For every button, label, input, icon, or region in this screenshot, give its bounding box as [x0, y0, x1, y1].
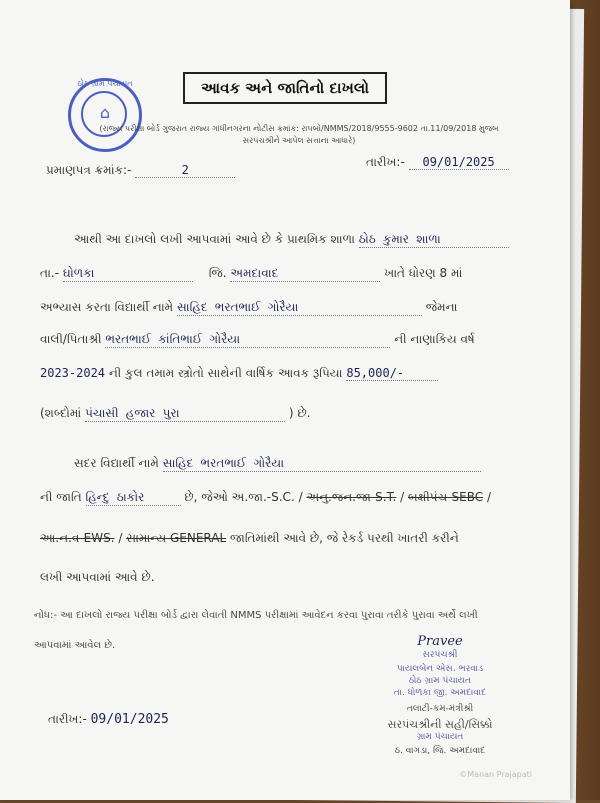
- body2-line-2: [40, 490, 491, 506]
- document-title: આવક અને જાતિનો દાખલો: [183, 72, 387, 104]
- signature-line-1: સરપંચશ્રી: [422, 650, 458, 660]
- signature-line-4: તા. ધોળકા જી. અમદાવાદ: [393, 688, 487, 698]
- jemna-text: જેમના: [425, 300, 458, 314]
- category-sebc: બક્ષીપંચ-SEBC: [408, 490, 484, 504]
- slash-2: /: [486, 490, 491, 504]
- subtitle-line-2: સરપંચશ્રીને આપેલ સત્તાના આધારે): [242, 136, 356, 145]
- footer-date-label: તારીખ:-: [48, 712, 87, 726]
- subtitle-line-1: (રાજ્ય પરીક્ષા બોર્ડ ગુજરાત રાજ્ય ગાંધીનગરના નોટીસ ક્રમાંક: રાપબો/NMMS/2018/9555-9602 તા.11/09/2018 મુજબ: [99, 124, 499, 133]
- caste-label: ની જાતિ: [40, 490, 82, 504]
- signature-line-5: તલાટી-કમ-મંત્રીશ્રી: [406, 704, 474, 714]
- taluka-value: ઘોળકા: [63, 266, 193, 282]
- slash-1: /: [400, 490, 405, 504]
- body-line-3: [40, 300, 458, 316]
- body-line-6: [40, 406, 311, 422]
- signature-line-8: ઠ. વાગડા, જિ. અમદાવાદ: [394, 746, 486, 756]
- category-general: સામાન્ય GENERAL: [126, 531, 227, 545]
- caste-mid: છે, જેઓ અ.જા.-S.C. /: [184, 490, 303, 504]
- certificate-number-label: પ્રમાણપત્ર ક્રમાંક:-: [46, 163, 132, 177]
- student-name: સાહિદ ભરતભાઈ ગોરૈયા: [177, 300, 422, 316]
- caste-tail: જાતિમાંથી આવે છે, જે રેકર્ડ પરથી ખાતરી કરીને: [229, 531, 459, 545]
- signature-line-3: ઠોઠ ગ્રામ પંચાયત: [408, 676, 472, 686]
- body2-line-4: લખી આપવામાં આવે છે.: [40, 570, 155, 584]
- signature-line-6: સરપંચશ્રીની સહી/સિક્કો: [387, 718, 493, 731]
- note-line-1: નોંધ:- આ દાખલો રાજ્ય પરીક્ષા બોર્ડ દ્વારા લેવાતી NMMS પરીક્ષામાં આવેદન કરવા પુરાવા તરીકે પુરાવા અર્થે લખી: [34, 610, 478, 621]
- school-prefix: આથી આ દાખલો લખી આપવામાં આવે છે કે પ્રાથમિક શાળા: [74, 232, 355, 246]
- body-line-2: [40, 266, 462, 282]
- taluka-label: તા.-: [40, 266, 60, 280]
- signature-line-7: ગ્રામ પંચાયત: [416, 732, 464, 742]
- amount-in-words: પંચાસી હજાર પુરા: [85, 406, 285, 422]
- district-value: અમદાવાદ: [230, 266, 380, 282]
- std-text: ખાતે ધોરણ 8 માં: [384, 266, 463, 280]
- body2-line-3: [40, 531, 459, 546]
- caste-value: હિન્દુ ઠાકોર: [86, 490, 181, 506]
- category-st: અનુ.જન.જા-S.T.: [306, 490, 397, 504]
- signature-scribble: Pravee: [417, 634, 463, 649]
- income-amount: 85,000/-: [346, 366, 438, 381]
- category-ews: આ.ન.વ-EWS.: [40, 531, 115, 545]
- parent-label: વાલી/પિતાશ્રી: [40, 332, 102, 346]
- body-line-4: [40, 332, 475, 348]
- footer-date-value: 09/01/2025: [90, 712, 169, 727]
- note-line-2: આપવામાં આવેલ છે.: [34, 640, 116, 651]
- signature-line-2: પાયલબેન એસ. ભરવાડ: [396, 664, 484, 674]
- words-end: ) છે.: [288, 406, 311, 420]
- certificate-date-label: તારીખ:-: [366, 155, 405, 169]
- stamp-ring-text: ઠોઠ ગ્રામ પંચાયત: [77, 79, 133, 88]
- district-label: જિ.: [208, 266, 227, 280]
- footer-date-row: [48, 712, 169, 727]
- watermark: ©Manan Prajapati: [459, 770, 532, 779]
- words-label: (શબ્દોમાં: [40, 406, 82, 420]
- body-line-5: [40, 366, 438, 381]
- certificate-number-row: [46, 163, 235, 178]
- body-line-1: [74, 232, 509, 248]
- studying-text: અભ્યાસ કરતા વિદ્યાર્થી નામે: [40, 300, 174, 314]
- certificate-date-value: 09/01/2025: [409, 155, 509, 170]
- body2-line-1: [74, 456, 481, 472]
- year-text: ની નાણાકિય વર્ષ: [394, 332, 475, 346]
- student-name-2: સાહિદ ભરતભાઈ ગોરૈયા: [163, 456, 481, 472]
- student-label-2: સદર વિદ્યાર્થી નામે: [74, 456, 159, 470]
- certificate-number-value: 2: [135, 163, 235, 178]
- emblem-icon: ⌂: [99, 103, 111, 122]
- school-name: ઠોઠ કુમાર શાળા: [359, 232, 509, 248]
- slash-3: /: [118, 531, 123, 545]
- certificate-date-row: [366, 155, 509, 170]
- financial-years: 2023-2024: [40, 366, 106, 380]
- income-text: ની કુલ તમામ સ્ત્રોતો સાથેની વાર્ષિક આવક રૂપિયા: [108, 366, 343, 380]
- parent-name: ભરતભાઈ કાંતિભાઈ ગોરૈયા: [105, 332, 390, 348]
